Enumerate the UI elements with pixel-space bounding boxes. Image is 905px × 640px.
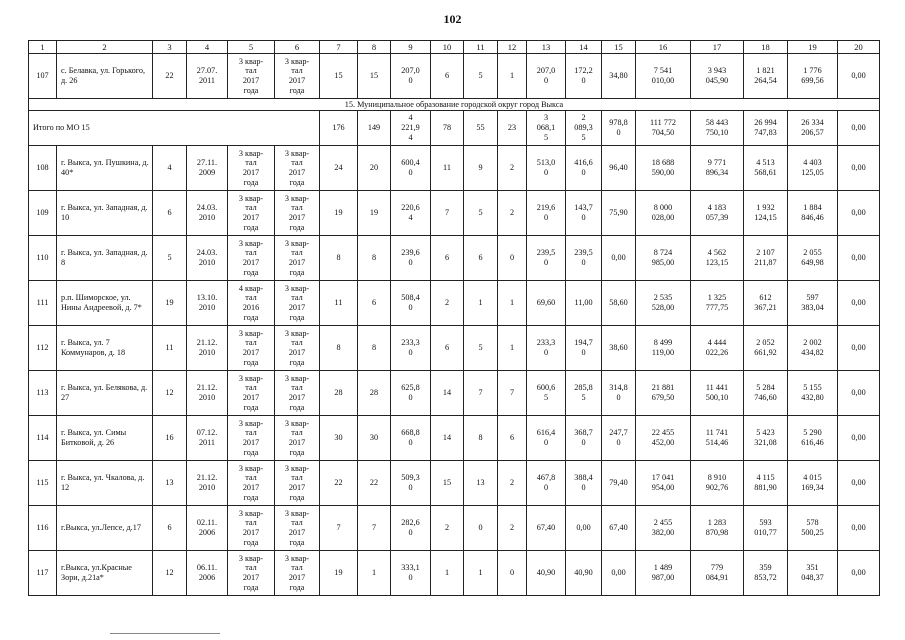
table-cell: 109 [29,191,57,236]
table-cell: 0,00 [838,191,880,236]
total-cell: 149 [358,111,391,146]
total-cell: 55 [464,111,498,146]
table-cell: 28 [320,371,358,416]
table-cell: 1 [431,551,464,596]
table-cell: 15 [320,54,358,99]
table-cell: 3 квар- тал 2017 года [228,551,275,596]
table-cell: 3 квар- тал 2017 года [228,191,275,236]
table-cell: 219,6 0 [527,191,566,236]
table-cell: 16 [153,416,187,461]
table-cell: 14 [431,416,464,461]
address-cell: г. Выкса, ул. Пушкина, д. 40* [57,146,153,191]
table-cell: 9 [464,146,498,191]
table-cell: 5 155 432,80 [788,371,838,416]
table-cell: 0,00 [566,506,602,551]
table-cell: 7 [320,506,358,551]
column-number: 12 [498,41,527,54]
table-cell: 239,5 0 [527,236,566,281]
table-cell: 2 052 661,92 [744,326,788,371]
table-cell: 2 [498,506,527,551]
address-cell: г. Выкса, ул. Западная, д. 10 [57,191,153,236]
table-cell: 233,3 0 [391,326,431,371]
table-cell: 6 [358,281,391,326]
table-cell: 110 [29,236,57,281]
table-cell: 2 [498,146,527,191]
table-cell: 8 [320,236,358,281]
table-cell: 0,00 [838,371,880,416]
total-cell: 26 334 206,57 [788,111,838,146]
table-cell: 1 [464,281,498,326]
total-cell: 0,00 [838,111,880,146]
table-cell: 7 [498,371,527,416]
table-cell: 21.12. 2010 [187,461,228,506]
table-cell: 578 500,25 [788,506,838,551]
table-cell: 3 квар- тал 2017 года [228,461,275,506]
table-cell: 24 [320,146,358,191]
table-cell: 58,60 [602,281,636,326]
table-cell: 220,6 4 [391,191,431,236]
table-cell: 0,00 [602,236,636,281]
column-number: 6 [275,41,320,54]
table-cell: 3 квар- тал 2017 года [228,54,275,99]
total-cell: 26 994 747,83 [744,111,788,146]
table-cell: 3 квар- тал 2017 года [228,416,275,461]
table-cell: 4 квар- тал 2016 года [228,281,275,326]
table-cell: 247,7 0 [602,416,636,461]
table-cell: 96,40 [602,146,636,191]
column-number: 17 [691,41,744,54]
table-cell: 24.03. 2010 [187,236,228,281]
table-cell: 239,5 0 [566,236,602,281]
total-cell: 78 [431,111,464,146]
table-cell: 7 [464,371,498,416]
table-cell: 0,00 [838,146,880,191]
table-cell: 668,8 0 [391,416,431,461]
column-number: 14 [566,41,602,54]
table-row [29,146,880,191]
table-cell: 3 квар- тал 2017 года [228,326,275,371]
table-cell: 3 квар- тал 2017 года [275,551,320,596]
table-cell: 40,90 [566,551,602,596]
table-row [29,551,880,596]
table-cell: 21.12. 2010 [187,371,228,416]
column-number: 20 [838,41,880,54]
table-cell: 8 [464,416,498,461]
table-cell: 8 724 985,00 [636,236,691,281]
table-cell: 0,00 [602,551,636,596]
table-cell: 69,60 [527,281,566,326]
table-cell: 4 115 881,90 [744,461,788,506]
column-number: 1 [29,41,57,54]
table-cell: 779 084,91 [691,551,744,596]
table-cell: 8 [358,236,391,281]
table-cell: 02.11. 2006 [187,506,228,551]
column-number: 13 [527,41,566,54]
housing-program-table [28,40,880,596]
table-cell: 6 [153,191,187,236]
table-cell: 5 284 746,60 [744,371,788,416]
table-row [29,281,880,326]
table-cell: 1 283 870,98 [691,506,744,551]
table-row [29,54,880,99]
table-cell: 0,00 [838,326,880,371]
table-cell: 1 [464,551,498,596]
table-cell: 2 455 382,00 [636,506,691,551]
table-cell: 5 423 321,08 [744,416,788,461]
table-cell: 3 квар- тал 2017 года [275,236,320,281]
table-cell: 4 513 568,61 [744,146,788,191]
table-cell: 22 [153,54,187,99]
table-cell: 333,1 0 [391,551,431,596]
table-cell: 75,90 [602,191,636,236]
table-cell: 233,3 0 [527,326,566,371]
table-cell: 15 [358,54,391,99]
table-cell: 1 [498,281,527,326]
table-cell: 8 499 119,00 [636,326,691,371]
column-number: 10 [431,41,464,54]
column-number: 15 [602,41,636,54]
table-cell: 19 [153,281,187,326]
table-cell: 1 [498,326,527,371]
table-row [29,191,880,236]
table-cell: 1 776 699,56 [788,54,838,99]
table-cell: 22 [358,461,391,506]
address-cell: с. Белавка, ул. Горького, д. 26 [57,54,153,99]
table-cell: 4 403 125,05 [788,146,838,191]
table-cell: 7 [358,506,391,551]
table-cell: 79,40 [602,461,636,506]
table-cell: 2 107 211,87 [744,236,788,281]
table-cell: 20 [358,146,391,191]
table-cell: 7 [431,191,464,236]
column-number: 16 [636,41,691,54]
table-cell: 6 [431,326,464,371]
table-cell: 8 [358,326,391,371]
table-cell: 11 [320,281,358,326]
table-cell: 3 квар- тал 2017 года [228,506,275,551]
table-cell: 3 943 045,90 [691,54,744,99]
table-cell: 239,6 0 [391,236,431,281]
table-cell: 115 [29,461,57,506]
table-cell: 113 [29,371,57,416]
table-cell: 107 [29,54,57,99]
table-cell: 07.12. 2011 [187,416,228,461]
table-cell: 368,7 0 [566,416,602,461]
table-cell: 612 367,21 [744,281,788,326]
table-cell: 8 910 902,76 [691,461,744,506]
table-cell: 3 квар- тал 2017 года [275,326,320,371]
table-cell: 19 [320,551,358,596]
table-cell: 38,60 [602,326,636,371]
table-cell: 114 [29,416,57,461]
table-cell: 27.11. 2009 [187,146,228,191]
table-cell: 0,00 [838,416,880,461]
table-cell: 3 квар- тал 2017 года [275,146,320,191]
table-cell: 34,80 [602,54,636,99]
table-cell: 21 881 679,50 [636,371,691,416]
table-cell: 12 [153,551,187,596]
table-cell: 600,6 5 [527,371,566,416]
table-cell: 2 [431,506,464,551]
table-cell: 8 [320,326,358,371]
table-cell: 2 055 649,98 [788,236,838,281]
total-label: Итого по МО 15 [29,111,320,146]
table-cell: 116 [29,506,57,551]
table-cell: 6 [464,236,498,281]
table-cell: 117 [29,551,57,596]
table-cell: 616,4 0 [527,416,566,461]
table-cell: 3 квар- тал 2017 года [275,416,320,461]
table-cell: 112 [29,326,57,371]
table-cell: 1 325 777,75 [691,281,744,326]
table-cell: 3 квар- тал 2017 года [228,236,275,281]
table-cell: 5 290 616,46 [788,416,838,461]
table-cell: 18 688 590,00 [636,146,691,191]
table-cell: 4 444 022,26 [691,326,744,371]
table-cell: 467,8 0 [527,461,566,506]
table-cell: 600,4 0 [391,146,431,191]
table-cell: 3 квар- тал 2017 года [275,506,320,551]
table-cell: 27.07. 2011 [187,54,228,99]
table-cell: 13 [153,461,187,506]
table-cell: 24.03. 2010 [187,191,228,236]
table-cell: 6 [153,506,187,551]
column-number: 7 [320,41,358,54]
table-cell: 3 квар- тал 2017 года [275,281,320,326]
table-cell: 3 квар- тал 2017 года [275,461,320,506]
column-number: 8 [358,41,391,54]
total-cell: 111 772 704,50 [636,111,691,146]
table-cell: 509,3 0 [391,461,431,506]
total-row [29,111,880,146]
address-cell: г.Выкса, ул.Красные Зори, д.21а* [57,551,153,596]
table-cell: 0,00 [838,551,880,596]
table-cell: 111 [29,281,57,326]
table-cell: 15 [431,461,464,506]
table-cell: 194,7 0 [566,326,602,371]
table-cell: 1 489 987,00 [636,551,691,596]
total-cell: 58 443 750,10 [691,111,744,146]
table-cell: 17 041 954,00 [636,461,691,506]
table-cell: 11 441 500,10 [691,371,744,416]
table-cell: 67,40 [527,506,566,551]
total-cell: 176 [320,111,358,146]
column-number: 4 [187,41,228,54]
table-cell: 30 [358,416,391,461]
section-row [29,99,880,111]
table-row [29,236,880,281]
table-cell: 9 771 896,34 [691,146,744,191]
table-cell: 351 048,37 [788,551,838,596]
table-cell: 19 [320,191,358,236]
table-cell: 1 884 846,46 [788,191,838,236]
table-cell: 2 002 434,82 [788,326,838,371]
table-cell: 207,0 0 [391,54,431,99]
column-number: 5 [228,41,275,54]
column-number: 3 [153,41,187,54]
section-title: 15. Муниципальное образование городской округ город Выкса [29,99,880,111]
table-cell: 3 квар- тал 2017 года [228,371,275,416]
table-cell: 1 932 124,15 [744,191,788,236]
table-row [29,506,880,551]
table-cell: 5 [464,326,498,371]
table-cell: 21.12. 2010 [187,326,228,371]
table-cell: 8 000 028,00 [636,191,691,236]
table-cell: 19 [358,191,391,236]
table-cell: 4 [153,146,187,191]
table-cell: 0 [464,506,498,551]
table-cell: 22 455 452,00 [636,416,691,461]
table-cell: 359 853,72 [744,551,788,596]
table-cell: 3 квар- тал 2017 года [228,146,275,191]
table-cell: 0,00 [838,461,880,506]
address-cell: г. Выкса, ул. Белякова, д. 27 [57,371,153,416]
table-cell: 11 741 514,46 [691,416,744,461]
table-cell: 7 541 010,00 [636,54,691,99]
table-cell: 11 [431,146,464,191]
column-number: 9 [391,41,431,54]
table-row [29,326,880,371]
table-cell: 0,00 [838,506,880,551]
table-cell: 0,00 [838,54,880,99]
table-row [29,371,880,416]
column-number: 18 [744,41,788,54]
address-cell: г.Выкса, ул.Лепсе, д.17 [57,506,153,551]
table-cell: 5 [153,236,187,281]
table-cell: 2 535 528,00 [636,281,691,326]
table-cell: 2 [498,461,527,506]
table-cell: 11 [153,326,187,371]
table-cell: 6 [431,54,464,99]
table-cell: 2 [498,191,527,236]
table-cell: 4 015 169,34 [788,461,838,506]
table-cell: 172,2 0 [566,54,602,99]
column-number: 19 [788,41,838,54]
table-row [29,461,880,506]
table-cell: 1 [498,54,527,99]
table-cell: 508,4 0 [391,281,431,326]
header-number-row [29,41,880,54]
table-cell: 3 квар- тал 2017 года [275,54,320,99]
column-number: 2 [57,41,153,54]
table-cell: 3 квар- тал 2017 года [275,371,320,416]
table-row [29,416,880,461]
table-cell: 0,00 [838,236,880,281]
table-cell: 4 562 123,15 [691,236,744,281]
table-cell: 30 [320,416,358,461]
table-cell: 1 [358,551,391,596]
table-cell: 1 821 264,54 [744,54,788,99]
address-cell: г. Выкса, ул. Западная, д. 8 [57,236,153,281]
table-cell: 6 [498,416,527,461]
table-cell: 625,8 0 [391,371,431,416]
address-cell: г. Выкса, ул. Чкалова, д. 12 [57,461,153,506]
table-cell: 3 квар- тал 2017 года [275,191,320,236]
table-cell: 143,7 0 [566,191,602,236]
total-cell: 3 068,1 5 [527,111,566,146]
table-cell: 4 183 057,39 [691,191,744,236]
address-cell: г. Выкса, ул. Симы Битковой, д. 26 [57,416,153,461]
table-cell: 13 [464,461,498,506]
table-cell: 597 383,04 [788,281,838,326]
table-cell: 67,40 [602,506,636,551]
table-cell: 416,6 0 [566,146,602,191]
table-cell: 40,90 [527,551,566,596]
table-cell: 593 010,77 [744,506,788,551]
table-cell: 108 [29,146,57,191]
table-cell: 6 [431,236,464,281]
table-cell: 5 [464,54,498,99]
page-number: 102 [443,12,462,26]
table-cell: 314,8 0 [602,371,636,416]
table-cell: 12 [153,371,187,416]
address-cell: г. Выкса, ул. 7 Коммунаров, д. 18 [57,326,153,371]
table-cell: 2 [431,281,464,326]
total-cell: 978,8 0 [602,111,636,146]
table-cell: 285,8 5 [566,371,602,416]
total-cell: 2 089,3 5 [566,111,602,146]
total-cell: 23 [498,111,527,146]
table-cell: 11,00 [566,281,602,326]
footer-rule [110,633,220,634]
table-cell: 388,4 0 [566,461,602,506]
total-cell: 4 221,9 4 [391,111,431,146]
table-cell: 282,6 0 [391,506,431,551]
table-cell: 0,00 [838,281,880,326]
address-cell: р.п. Шиморское, ул. Нины Андреевой, д. 7* [57,281,153,326]
table-cell: 0 [498,236,527,281]
table-cell: 28 [358,371,391,416]
table-cell: 06.11. 2006 [187,551,228,596]
table-cell: 13.10. 2010 [187,281,228,326]
table-cell: 22 [320,461,358,506]
table-cell: 0 [498,551,527,596]
table-cell: 513,0 0 [527,146,566,191]
table-cell: 207,0 0 [527,54,566,99]
column-number: 11 [464,41,498,54]
table-cell: 14 [431,371,464,416]
table-cell: 5 [464,191,498,236]
